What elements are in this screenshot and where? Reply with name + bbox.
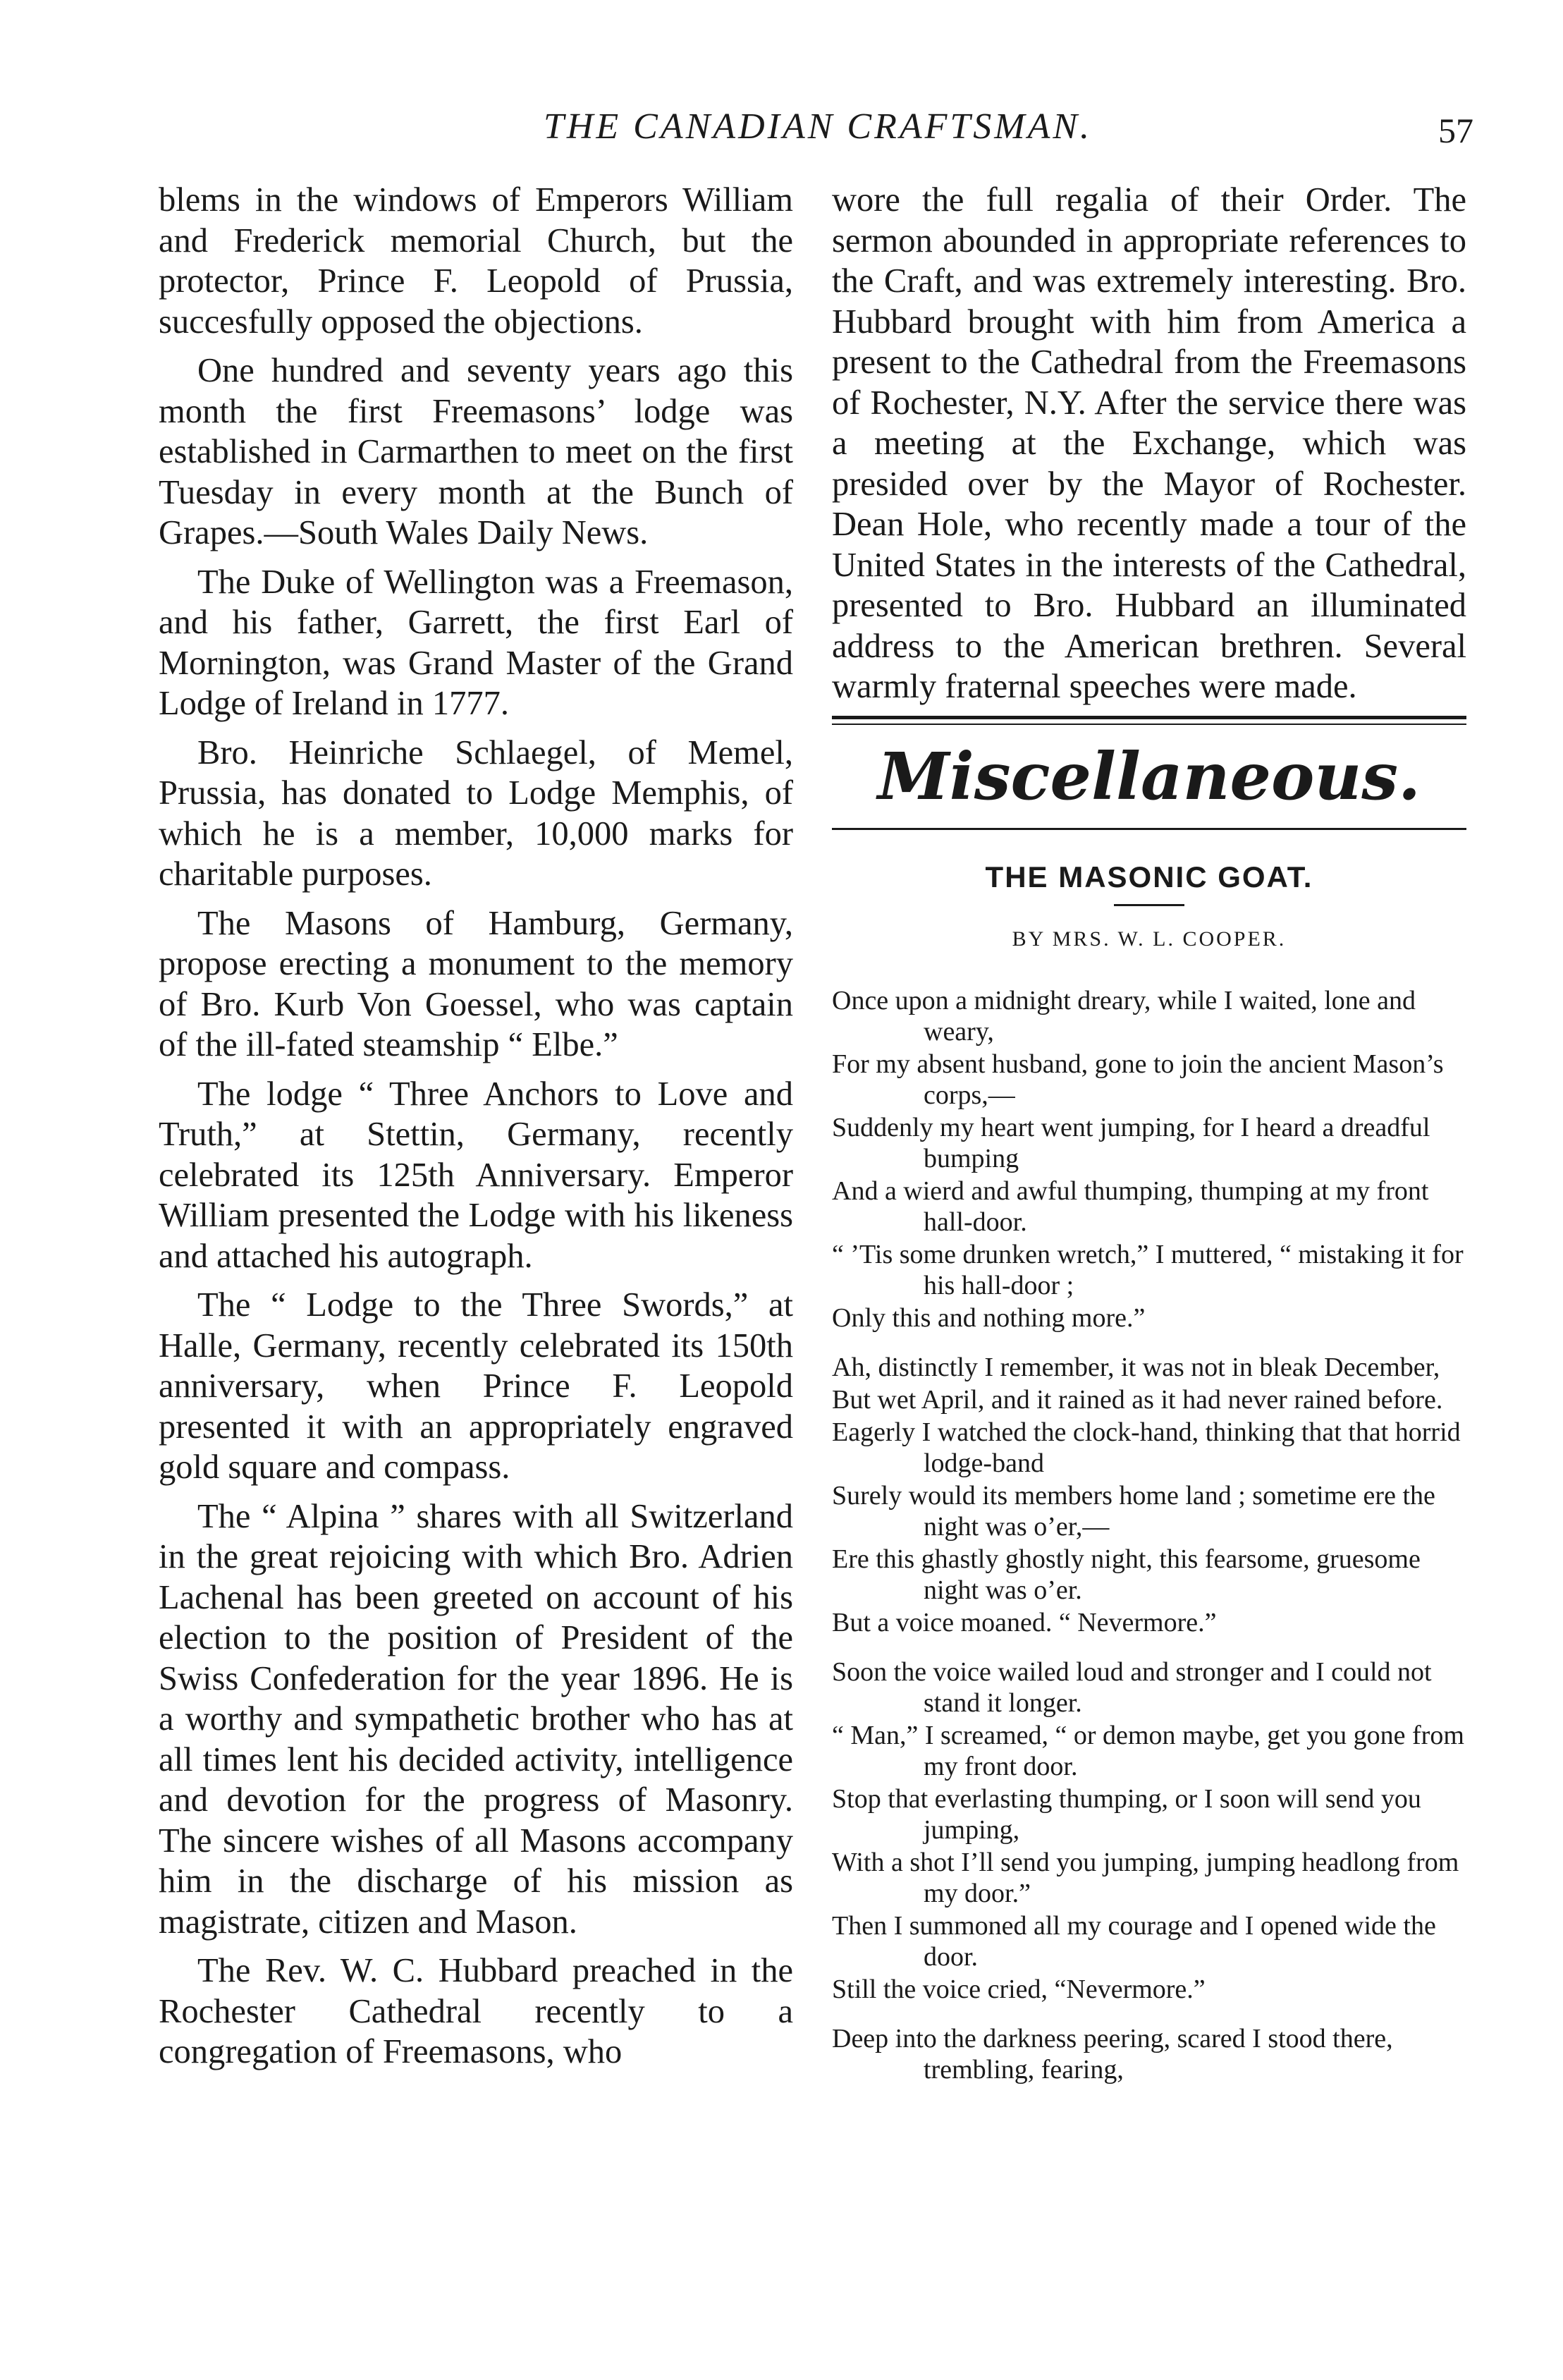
paragraph-three-swords-lodge: The “ Lodge to the Three Swords,” at Halle, Germany, recently celebrated its 150th anniversary, when Prince F. Leopold presented it with an appropriately engraved gold square and compass.	[159, 1286, 793, 1486]
poem-stanza	[832, 1656, 1466, 2005]
poem-line: Once upon a midnight dreary, while I waited, lone and weary,	[832, 985, 1416, 1046]
poem-stanza	[832, 985, 1466, 1334]
poem-line: And a wierd and awful thumping, thumping at my front hall-door.	[832, 1176, 1429, 1237]
paragraph-duke-of-wellington: The Duke of Wellington was a Freemason, and his father, Garrett, the first Earl of Mornington, was Grand Master of the Grand Lodge of Ireland in 1777.	[159, 563, 793, 722]
paragraph-alpina-lachenal: The “ Alpina ” shares with all Switzerland in the great rejoicing with which Bro. Adrien Lachenal has been greeted on account of his election to the position of President of the Swiss Confederation for the year 1896. He is a worthy and sympathetic brother who has at all times lent his decided activity, intelligence and devotion for the progress of Masonry. The sincere wishes of all Masons accompany him in the discharge of his mission as magistrate, citizen and Mason.	[159, 1497, 793, 1941]
poem-line: For my absent husband, gone to join the ancient Mason’s corps,—	[832, 1049, 1444, 1110]
left-column	[159, 180, 793, 2081]
running-head	[162, 106, 1473, 162]
heading-underline	[832, 828, 1466, 830]
paragraph-rochester-sermon: The Rev. W. C. Hubbard preached in the Rochester Cathedral recently to a congregation of Freemasons, who	[159, 1952, 793, 2070]
paragraph-carmarthen-lodge: One hundred and seventy years ago this month the first Freemasons’ lodge was established in Carmarthen to meet on the first Tuesday in every month at the Bunch of Grapes.—South Wales Daily News.	[159, 352, 793, 551]
poem-stanza	[832, 2023, 1466, 2085]
poem-line: Surely would its members home land ; sometime ere the night was o’er,—	[832, 1480, 1435, 1542]
paragraph-emperors-windows: blems in the windows of Emperors William and Frederick memorial Church, but the protector, Prince F. Leopold of Prussia, succesfully opposed the objections.	[159, 181, 793, 341]
poem-line: Deep into the darkness peering, scared I stood there, trembling, fearing,	[832, 2023, 1393, 2085]
paragraph-schlaegel-donation: Bro. Heinriche Schlaegel, of Memel, Prussia, has donated to Lodge Memphis, of which he is a member, 10,000 marks for charitable purposes.	[159, 733, 793, 893]
poem-line: Still the voice cried, “Nevermore.”	[832, 1974, 1206, 2004]
poem-title: THE MASONIC GOAT.	[985, 860, 1313, 893]
title-rule	[1114, 904, 1184, 906]
poem-line: “ ’Tis some drunken wretch,” I muttered, “ mistaking it for his hall-door ;	[832, 1239, 1464, 1300]
poem-line: “ Man,” I screamed, “ or demon maybe, get you gone from my front door.	[832, 1720, 1464, 1781]
paragraph-three-anchors-lodge: The lodge “ Three Anchors to Love and Truth,” at Stettin, Germany, recently celebrated its 125th Anniversary. Emperor William presented the Lodge with his likeness and attached his autograph.	[159, 1075, 793, 1275]
running-title: THE CANADIAN CRAFTSMAN.	[543, 106, 1093, 147]
poem-line: Only this and nothing more.”	[832, 1302, 1146, 1333]
poem-line: But wet April, and it rained as it had never rained before.	[832, 1384, 1443, 1415]
section-divider	[832, 716, 1466, 725]
poem-line: Then I summoned all my courage and I opened wide the door.	[832, 1910, 1436, 1972]
poem-line: Ere this ghastly ghostly night, this fearsome, gruesome night was o’er.	[832, 1544, 1421, 1605]
poem-line: Ah, distinctly I remember, it was not in bleak December,	[832, 1352, 1440, 1382]
poem-line: But a voice moaned. “ Nevermore.”	[832, 1607, 1217, 1637]
poem-byline: BY MRS. W. L. COOPER.	[1012, 927, 1287, 951]
poem-line: Stop that everlasting thumping, or I soon will send you jumping,	[832, 1783, 1421, 1845]
paragraph-hamburg-monument: The Masons of Hamburg, Germany, propose erecting a monument to the memory of Bro. Kurb Von Goessel, who was captain of the ill-fated steamship “ Elbe.”	[159, 904, 793, 1063]
page-number: 57	[1438, 111, 1473, 150]
poem-stanza	[832, 1352, 1466, 1638]
poem-line: Soon the voice wailed loud and stronger and I could not stand it longer.	[832, 1656, 1432, 1718]
poem-line: With a shot I’ll send you jumping, jumping headlong from my door.”	[832, 1847, 1459, 1908]
section-heading-miscellaneous: Miscellaneous.	[877, 738, 1421, 814]
paragraph-rochester-continued: wore the full regalia of their Order. The sermon abounded in appropriate references to the Craft, and was extremely interesting. Bro. Hubbard brought with him from America a present to the Cathedral from the Freemasons of Rochester, N.Y. After the service there was a meeting at the Exchange, which was presided over by the Mayor of Rochester. Dean Hole, who recently made a tour of the United States in the interests of the Cathedral, presented to Bro. Hubbard an illuminated address to the American brethren. Several warmly fraternal speeches were made.	[832, 181, 1466, 705]
poem-line: Eagerly I watched the clock-hand, thinking that that horrid lodge-band	[832, 1417, 1461, 1478]
poem-line: Suddenly my heart went jumping, for I heard a dreadful bumping	[832, 1112, 1430, 1173]
right-column	[832, 180, 1466, 2104]
